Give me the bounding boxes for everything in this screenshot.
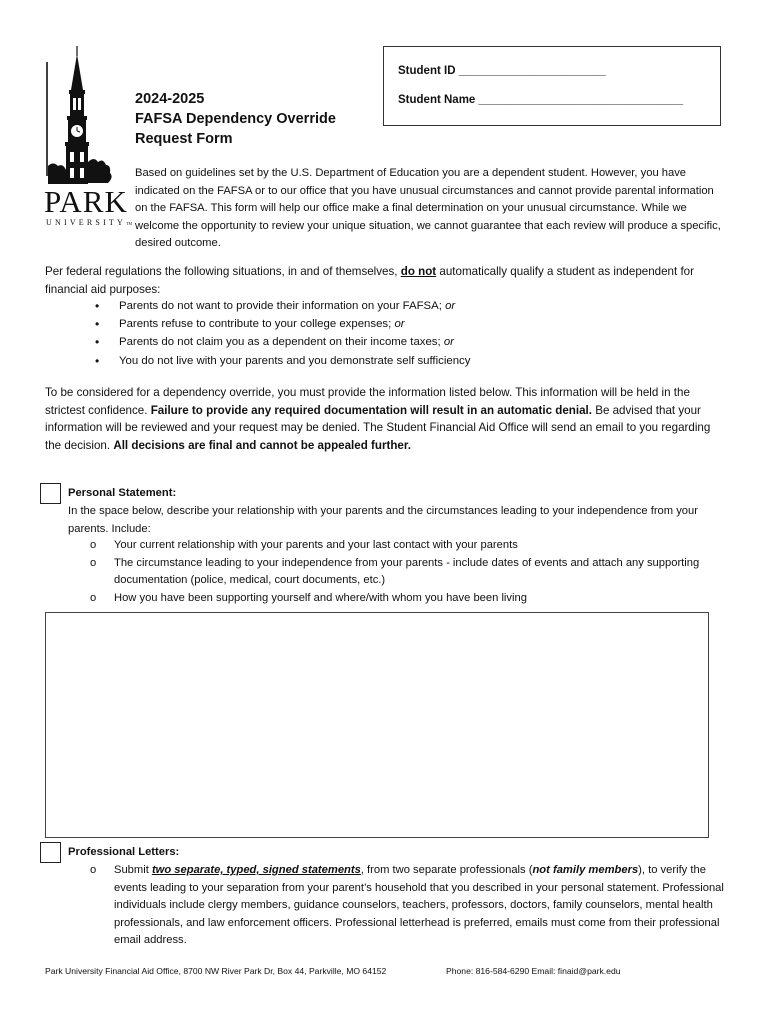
student-id-box [383,46,721,126]
list-item-text: Parents do not claim you as a dependent on their income taxes; [119,336,444,349]
professional-emphasis-not-family: not family members [532,864,639,876]
list-item [90,537,725,555]
override-text-1: To be considered for a dependency override, you must provide the information listed below. This information will be held in the strictest confidence. [45,386,690,417]
student-id-field[interactable]: Student ID _______________________ [398,65,606,77]
list-item-text: The circumstance leading to your independence from your parents - include dates of events and attach any supporting documentation (police, medical, court documents, etc.) [114,556,700,587]
regulations-emphasis: do not [400,265,437,278]
situations-list [95,297,695,370]
intro-paragraph: Based on guidelines set by the U.S. Department of Education you are a dependent student. However, you have indicated on the FAFSA or to our office that you have unusual circumstances and cannot provide parental information on the FAFSA. This form will help our office make a final determination on your unusual circumstance. While we welcome the opportunity to review your unique situation, we cannot guarantee that each review will produce a specific, desired outcome. [135,167,721,250]
professional-letters-heading: Professional Letters: [68,846,180,858]
list-marker: o [90,539,97,551]
list-item [95,352,695,370]
list-item [95,315,695,333]
list-item-text: Parents refuse to contribute to your college expenses; [119,318,395,331]
professional-emphasis-statements: two separate, typed, signed statements [151,864,361,876]
list-marker: o [90,864,97,876]
list-item [90,862,725,950]
list-item [90,590,725,608]
professional-letters-list [90,862,725,950]
logo-trademark: TM [126,221,132,226]
personal-statement-instructions: In the space below, describe your relationship with your parents and the circumstances leading to your independence from your parents. Include: [68,505,698,535]
override-paragraph [45,384,725,454]
form-title-line2: FAFSA Dependency Override [135,111,336,127]
list-item-text: You do not live with your parents and you demonstrate self sufficiency [119,354,471,367]
student-name-field[interactable]: Student Name ________________________________ [398,94,684,106]
list-item [95,297,695,315]
list-item [95,333,695,351]
professional-text-2: , from two separate professionals ( [360,864,533,876]
override-warning: Failure to provide any required documentation will result in an automatic denial. [150,403,592,417]
bullet-marker: • [95,353,100,368]
form-title-year: 2024-2025 [135,91,205,107]
footer-contact: Phone: 816-584-6290 Email: finaid@park.edu [446,966,621,976]
professional-text-1: Submit [114,864,152,876]
form-title [135,89,336,149]
list-item-text: How you have been supporting yourself and where/with whom you have been living [114,591,527,604]
list-item-suffix: or [445,300,456,312]
footer-address: Park University Financial Aid Office, 8700 NW River Park Dr, Box 44, Parkville, MO 64152 [45,966,387,976]
personal-statement-list [90,537,725,607]
personal-statement-checkbox[interactable] [40,483,61,504]
list-item-suffix: or [394,318,405,331]
bullet-marker: • [95,299,100,313]
regulations-text-2: automatically qualify a student as independent for financial aid purposes: [45,265,694,296]
logo-subtitle [46,219,132,227]
list-item [90,555,725,590]
list-item-text: Parents do not want to provide their information on your FAFSA; [119,300,446,312]
logo-subtitle-text: UNIVERSITY [46,218,126,227]
bullet-marker: • [95,335,100,350]
professional-text-3: ), to verify the events leading to your separation from your parent’s household that you described in your personal statement. Professional individuals include clergy members, guidance counselors, teachers, professors, doctors, family counselors, mental health professionals, and law enforcement officers. Professional letterhead is preferred, emails must come from their professional email address. [114,864,724,947]
list-marker: o [90,556,97,569]
list-item-text: Your current relationship with your parents and your last contact with your parents [114,539,518,551]
bullet-marker: • [95,317,100,332]
regulations-text-1: Per federal regulations the following situations, in and of themselves, [45,265,401,278]
form-title-line3: Request Form [135,131,233,147]
list-item-suffix: or [443,336,454,349]
override-final-note: All decisions are final and cannot be appealed further. [113,438,411,452]
personal-statement-textarea[interactable] [45,612,709,838]
list-marker: o [90,591,97,604]
regulations-paragraph [45,263,725,298]
override-text-2: Be advised that your information will be reviewed and your request may be denied. The Student Financial Aid Office will send an email to you regarding the decision. [45,403,711,452]
personal-statement-heading: Personal Statement: [68,487,177,499]
logo-wordmark: PARK [44,184,128,219]
professional-letters-checkbox[interactable] [40,842,61,863]
